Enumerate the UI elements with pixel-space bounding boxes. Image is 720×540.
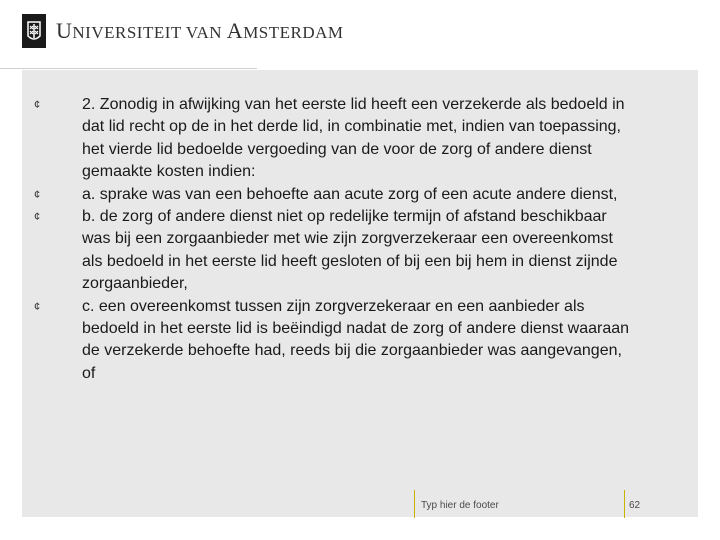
- list-item-text: c. een overeenkomst tussen zijn zorgverzekeraar en een aanbieder als bedoeld in het eerste lid is beëindigd nadat de zorg of andere dienst waaraan de verzekerde behoefte had, reeds bij die zorgaanbieder was aangevangen, of: [82, 297, 630, 382]
- list-item: [34, 296, 634, 386]
- list-item: [34, 206, 634, 296]
- bullet-list: [34, 94, 634, 385]
- bullet-icon: ¢: [34, 211, 41, 224]
- bullet-icon: ¢: [34, 99, 41, 111]
- university-name: UNIVERSITEIT VAN AMSTERDAM: [56, 18, 344, 43]
- list-item: [34, 184, 634, 206]
- list-item-text: b. de zorg of andere dienst niet op redelijke termijn of afstand beschikbaar was bij een zorgaanbieder met wie zijn zorgverzekeraar een overeenkomst als bedoeld in het eerste lid heeft gesloten of bij een bij hem in dienst zijnde zorgaanbieder,: [82, 208, 618, 293]
- list-item-text: a. sprake was van een behoefte aan acute zorg of een acute andere dienst,: [82, 185, 618, 203]
- footer-text: Typ hier de footer: [421, 500, 499, 511]
- uva-crest-icon: [22, 14, 46, 48]
- list-item: [34, 94, 634, 184]
- footer-divider: [624, 490, 625, 518]
- header-divider: [0, 68, 257, 69]
- bullet-icon: ¢: [34, 300, 41, 313]
- bullet-icon: ¢: [34, 188, 41, 201]
- page-number: 62: [629, 500, 641, 511]
- list-item-text: 2. Zonodig in afwijking van het eerste lid heeft een verzekerde als bedoeld in dat lid recht op de in het derde lid, in combinatie met, indien van toepassing, het vierde lid bedoelde vergoeding van de voor de zorg of andere dienst gemaakte kosten indien:: [82, 96, 625, 181]
- footer-divider: [414, 490, 415, 518]
- header: [0, 0, 720, 70]
